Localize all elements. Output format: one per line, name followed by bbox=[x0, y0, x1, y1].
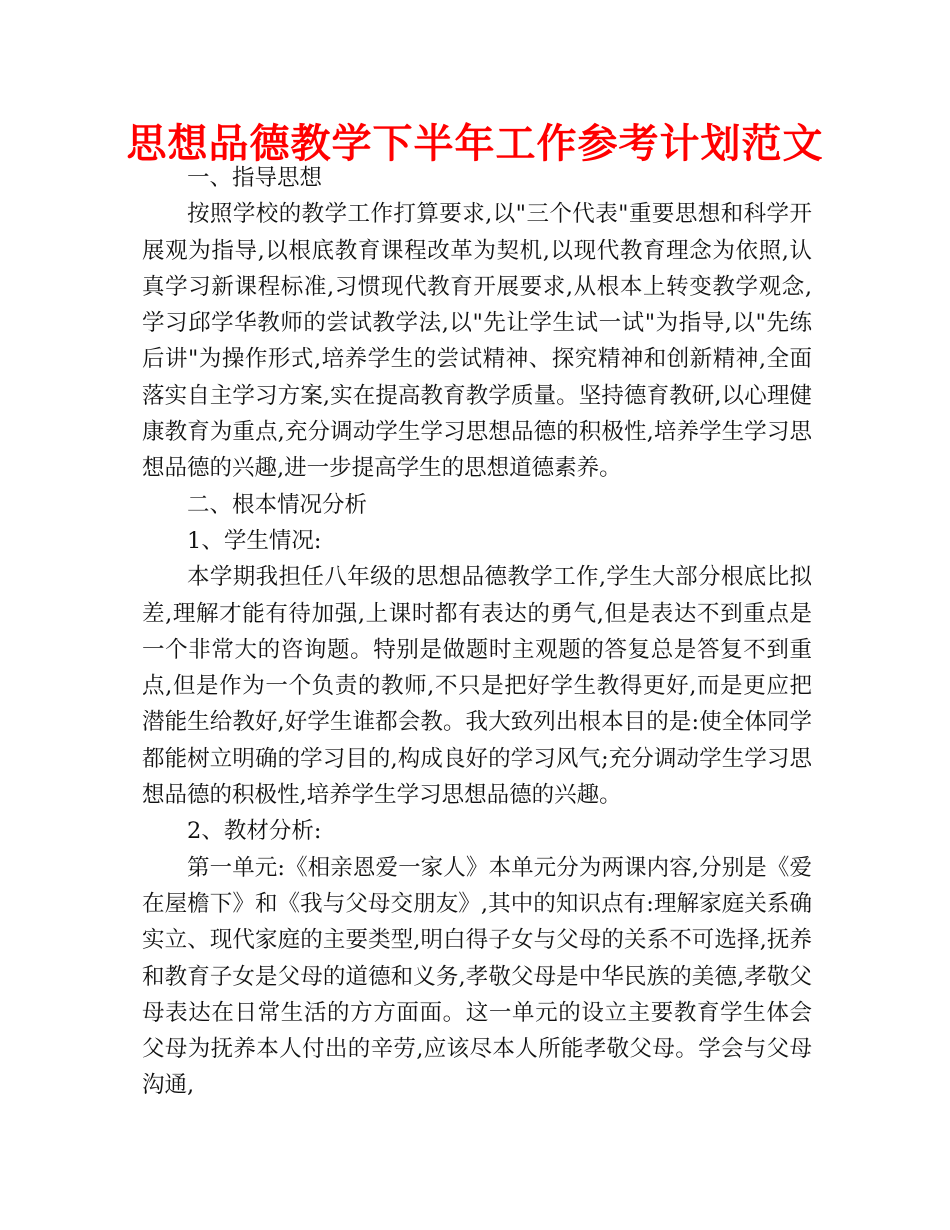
paragraph-textbook-analysis: 第一单元:《相亲恩爱一家人》本单元分为两课内容,分别是《爱在屋檐下》和《我与父母交朋友》,其中的知识点有:理解家庭关系确实立、现代家庭的主要类型,明白得子女与父母的关系不可选择,抚养和教育子女是父母的道德和义务,孝敬父母是中华民族的美德,孝敬父母表达在日常生活的方方面面。这一单元的设立主要教育学生体会父母为抚养本人付出的辛劳,应该尽本人所能孝敬父母。学会与父母沟通, bbox=[142, 854, 812, 1099]
subheading-textbook-analysis: 2、教材分析: bbox=[187, 818, 322, 845]
heading-guiding-ideology: 一、指导思想 bbox=[187, 165, 323, 191]
document-title: 思想品德教学下半年工作参考计划范文 bbox=[126, 121, 824, 167]
document-body bbox=[142, 160, 812, 1104]
paragraph-student-situation: 本学期我担任八年级的思想品德教学工作,学生大部分根底比拟差,理解才能有待加强,上课时都有表达的勇气,但是表达不到重点是一个非常大的咨询题。特别是做题时主观题的答复总是答复不到重点,但是作为一个负责的教师,不只是把好学生教得更好,而是更应把潜能生给教好,好学生谁都会教。我大致列出根本目的是:使全体同学都能树立明确的学习目的,构成良好的学习风气;充分调动学生学习思想品德的积极性,培养学生学习思想品德的兴趣。 bbox=[142, 564, 812, 809]
paragraph-guiding-ideology: 按照学校的教学工作打算要求,以"三个代表"重要思想和科学开展观为指导,以根底教育课程改革为契机,以现代教育理念为依照,认真学习新课程标准,习惯现代教育开展要求,从根本上转变教学观念,学习邱学华教师的尝试教学法,以"先让学生试一试"为指导,以"先练后讲"为操作形式,培养学生的尝试精神、探究精神和创新精神,全面落实自主学习方案,实在提高教育教学质量。坚持德育教研,以心理健康教育为重点,充分调动学生学习思想品德的积极性,培养学生学习思想品德的兴趣,进一步提高学生的思想道德素养。 bbox=[142, 201, 812, 482]
subheading-student-situation: 1、学生情况: bbox=[187, 527, 322, 554]
heading-situation-analysis: 二、根本情况分析 bbox=[187, 491, 368, 518]
